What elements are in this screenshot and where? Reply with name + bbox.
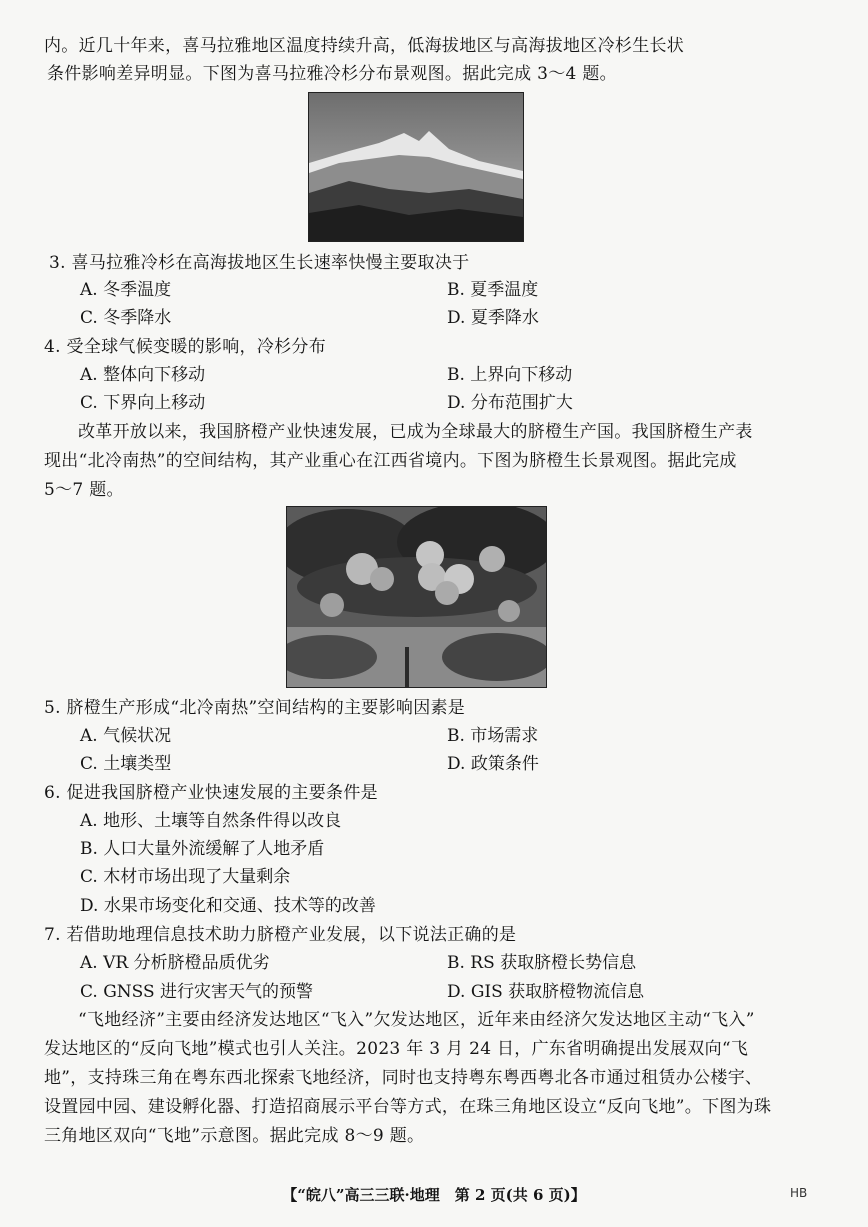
q6-option-a: A. 地形、土壤等自然条件得以改良 (80, 811, 342, 831)
q4-option-a: A. 整体向下移动 (80, 365, 206, 385)
page-footer: 【“皖八”高三三联·地理 第 2 页(共 6 页)】 (282, 1186, 586, 1204)
q3-option-d: D. 夏季降水 (447, 308, 539, 328)
q3-option-b: B. 夏季温度 (447, 280, 539, 300)
q6-option-d: D. 水果市场变化和交通、技术等的改善 (80, 896, 376, 916)
q4-option-c: C. 下界向上移动 (80, 393, 206, 413)
intro-line-2: 条件影响差异明显。下图为喜马拉雅冷杉分布景观图。据此完成 3～4 题。 (47, 64, 617, 84)
q5-option-d: D. 政策条件 (447, 754, 539, 774)
para3-line-1: “飞地经济”主要由经济发达地区“飞入”欠发达地区，近年来由经济欠发达地区主动“飞入” (78, 1010, 755, 1030)
q6-option-c: C. 木材市场出现了大量剩余 (80, 867, 291, 887)
navel-orange-photo (286, 506, 547, 688)
para2-line-2: 现出“北冷南热”的空间结构，其产业重心在江西省境内。下图为脐橙生长景观图。据此完成 (44, 451, 737, 471)
q3-stem: 3. 喜马拉雅冷杉在高海拔地区生长速率快慢主要取决于 (49, 253, 470, 273)
para3-line-3: 地”，支持珠三角在粤东西北探索飞地经济，同时也支持粤东粤西粤北各市通过租赁办公楼宇、 (44, 1068, 763, 1088)
q5-option-b: B. 市场需求 (447, 726, 539, 746)
q3-option-a: A. 冬季温度 (80, 280, 172, 300)
para3-line-5: 三角地区双向“飞地”示意图。据此完成 8～9 题。 (44, 1126, 425, 1146)
para3-line-2: 发达地区的“反向飞地”模式也引人关注。2023 年 3 月 24 日，广东省明确提出发展双向“飞 (44, 1039, 749, 1059)
q7-option-a: A. VR 分析脐橙品质优劣 (80, 953, 270, 973)
q5-stem: 5. 脐橙生产形成“北冷南热”空间结构的主要影响因素是 (44, 698, 466, 718)
q5-option-c: C. 土壤类型 (80, 754, 172, 774)
para2-line-3: 5～7 题。 (44, 480, 124, 500)
paper-code: HB (790, 1186, 808, 1200)
q5-option-a: A. 气候状况 (80, 726, 172, 746)
para3-line-4: 设置园中园、建设孵化器、打造招商展示平台等方式，在珠三角地区设立“反向飞地”。下图为珠 (44, 1097, 772, 1117)
q4-stem: 4. 受全球气候变暖的影响，冷杉分布 (44, 337, 327, 357)
q4-option-b: B. 上界向下移动 (447, 365, 573, 385)
q6-option-b: B. 人口大量外流缓解了人地矛盾 (80, 839, 325, 859)
para2-line-1: 改革开放以来，我国脐橙产业快速发展，已成为全球最大的脐橙生产国。我国脐橙生产表 (78, 422, 753, 442)
fir-landscape-photo (308, 92, 524, 242)
q7-stem: 7. 若借助地理信息技术助力脐橙产业发展，以下说法正确的是 (44, 925, 517, 945)
q7-option-b: B. RS 获取脐橙长势信息 (447, 953, 637, 973)
q4-option-d: D. 分布范围扩大 (447, 393, 573, 413)
q7-option-c: C. GNSS 进行灾害天气的预警 (80, 982, 314, 1002)
q7-option-d: D. GIS 获取脐橙物流信息 (447, 982, 645, 1002)
intro-line-1: 内。近几十年来，喜马拉雅地区温度持续升高，低海拔地区与高海拔地区冷杉生长状 (44, 36, 685, 56)
q6-stem: 6. 促进我国脐橙产业快速发展的主要条件是 (44, 783, 378, 803)
q3-option-c: C. 冬季降水 (80, 308, 172, 328)
